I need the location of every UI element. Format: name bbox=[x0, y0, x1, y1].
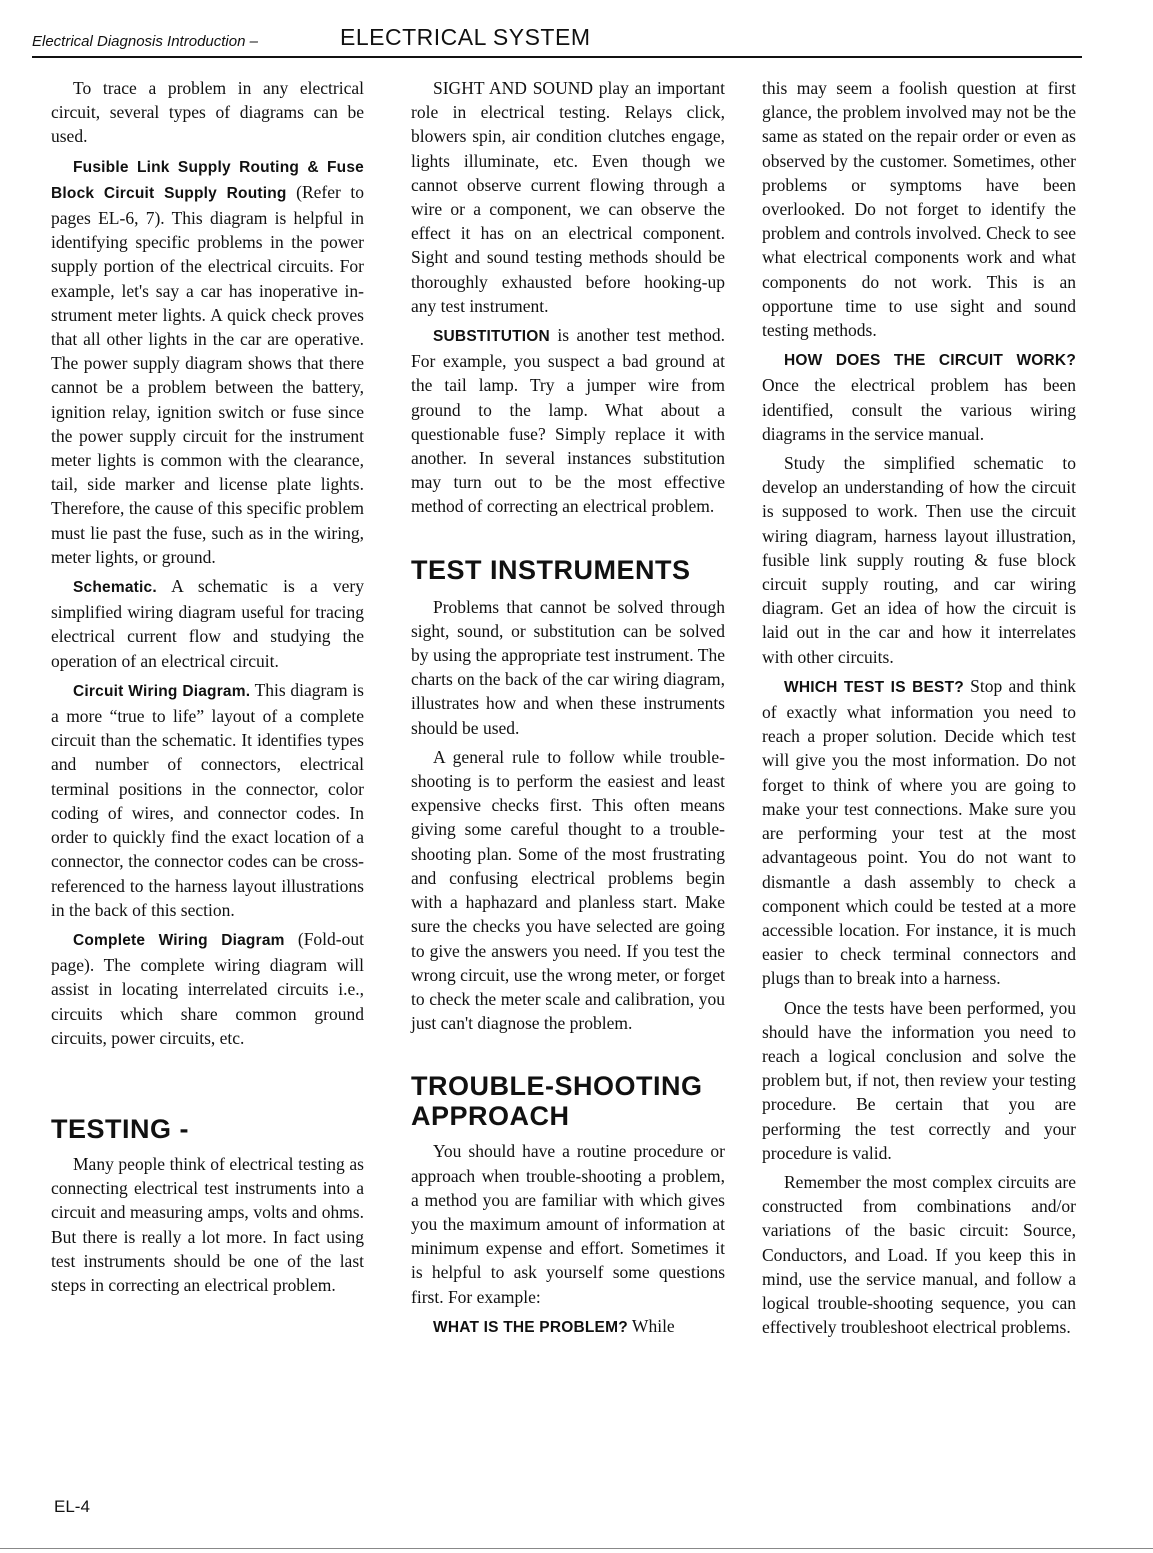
circuit-wiring-diagram-paragraph bbox=[51, 678, 364, 922]
study-schematic-paragraph: Study the simplified schematic to develop an understanding of how the circuit is supposed to work. Then use the circuit wiring diagram, harness layout illustration, fusible link supply routing & fuse block circuit supply routing, and car wiring diagram. Get an idea of how the circuit is laid out in the car and how it interrelates with other circuits. bbox=[762, 453, 1076, 667]
sight-and-sound-paragraph: SIGHT AND SOUND play an important role in electrical testing. Relays click, blowers spin, air condition clutches engage, lights illuminate, etc. Even though we cannot observe current flowing through a wire or a component, we can observe the effect it has on an electrical component. Sight and sound testing methods should be thoroughly exhausted before hooking-up any test instrument. bbox=[411, 78, 725, 316]
how-does-circuit-work-text: Once the electrical problem has been identified, consult the various wiring diagrams in the service manual. bbox=[762, 375, 1076, 444]
which-test-is-best-text: Stop and think of exactly what information you need to reach a proper solution. Decide which test will give you the most information. Do not forget to think of where you are going to make your test connections. Make sure you are performing your test at the most advantageous point. You do not want to dismantle a dash assembly to check a component which could be tested at a more accessible location. For instance, it is much easier to check terminal connectors and plugs than to break into a harness. bbox=[762, 675, 1076, 989]
test-instruments-heading: TEST INSTRUMENTS bbox=[411, 554, 691, 585]
substitution-run-in-heading: SUBSTITUTION bbox=[433, 328, 550, 346]
bottom-rule bbox=[0, 1548, 1153, 1549]
what-is-the-problem-paragraph bbox=[411, 1314, 725, 1340]
which-test-is-best-run-in-heading: WHICH TEST IS BEST? bbox=[784, 678, 964, 696]
complete-wiring-diagram-paragraph bbox=[51, 927, 364, 1050]
what-is-the-problem-run-in-heading: WHAT IS THE PROBLEM? bbox=[433, 1318, 628, 1336]
schematic-run-in-heading: Schematic. bbox=[73, 579, 157, 597]
what-is-the-problem-continued: this may seem a foolish question at first glance, the problem involved may not be the same as stated on the repair order or even as observed by the customer. Sometimes, other problems or symptoms have been overlooked. Do not forget to identify the problem and controls involved. Check to see what electrical components work and what components do not work. This is an opportune time to use sight and sound testing methods. bbox=[762, 78, 1076, 341]
what-is-the-problem-text: While bbox=[627, 1315, 675, 1336]
testing-paragraph: Many people think of electrical testing as connecting electrical test instruments into a circuit and measuring amps, volts and ohms. But there is really a lot more. In fact using test instruments should be one of the last steps in correcting an electrical problem. bbox=[51, 1153, 364, 1295]
circuit-wiring-diagram-text: This diagram is a more “true to life” layout of a complete circuit than the schematic. It identifies types and number of connectors, electrical terminal positions in the connector, color coding of wires, and connector codes. In order to quickly find the exact location of a connector, the connector codes can be cross-referenced to the harness layout illustrations in the back of this section. bbox=[51, 679, 364, 920]
complete-wiring-diagram-text: (Fold-out page). The complete wiring diagram will assist in locating interrelated circuits i.e., circuits which share common ground circuits, power circuits, etc. bbox=[51, 928, 364, 1048]
schematic-paragraph bbox=[51, 574, 364, 673]
intro-paragraph: To trace a problem in any electrical circuit, several types of diagrams can be used. bbox=[51, 78, 364, 147]
column-3 bbox=[762, 76, 1076, 1344]
test-instruments-paragraph-2: A general rule to follow while trouble-shooting is to perform the easiest and least expensive checks first. This often means giving some careful thought to a trouble-shooting plan. Some of the most frustrating and confusing electrical problems begin with a haphazard and planless start. Make sure the checks you have selected are going to give the answers you need. If you test the wrong circuit, use the wrong meter, or forget to check the meter scale and calibration, you just can't diagnose the problem. bbox=[411, 746, 725, 1034]
fusible-link-text: (Refer to pages EL-6, 7). This diagram is helpful in identifying specific problems in the power supply portion of the electrical circuits. For example, let's say a car has inoperative instrument meter lights. A quick check proves that all other lights in the car are operative. The power supply diagram shows that there cannot be a problem between the battery, ignition relay, ignition switch or fuse since the power supply circuit for the instrument meter lights is common with the clearance, tail, side marker and license plate lights. Therefore, the cause of this specific problem must lie past the fuse, such as in the wiring, meter lights, or ground. bbox=[51, 181, 364, 567]
page-header bbox=[32, 22, 1082, 58]
substitution-text: is another test method. For example, you suspect a bad ground at the tail lamp. Try a jumper wire from ground to the lamp. What about a questionable fuse? Simply replace it with another. In several instances substitution may turn out to be the most effective method of correcting an electrical problem. bbox=[411, 325, 725, 517]
column-2 bbox=[411, 76, 725, 1345]
how-does-circuit-work-paragraph bbox=[762, 347, 1076, 446]
test-instruments-paragraph-1: Problems that cannot be solved through sight, sound, or substitution can be solved by using the appropriate test instrument. The charts on the back of the car wiring diagram, illustrates how and when these instruments should be used. bbox=[411, 596, 725, 738]
how-does-circuit-work-run-in-heading: HOW DOES THE CIRCUIT WORK? bbox=[784, 352, 1076, 370]
complete-wiring-diagram-run-in-heading: Complete Wiring Diagram bbox=[73, 931, 285, 949]
once-tests-performed-paragraph: Once the tests have been performed, you should have the information you need to reach a logical conclusion and solve the problem but, if not, then review your testing procedure. Be certain that you are performing the test correctly and your procedure is valid. bbox=[762, 997, 1076, 1163]
trouble-shooting-approach-heading: TROUBLE-SHOOTING APPROACH bbox=[411, 1071, 703, 1132]
remember-paragraph: Remember the most complex circuits are constructed from combinations and/or variations of the basic circuit: Source, Conductors, and Load. If you keep this in mind, use the service manual, and follow a logical trouble-shooting sequence, you can effectively troubleshoot electrical problems. bbox=[762, 1171, 1076, 1338]
trouble-shooting-paragraph: You should have a routine procedure or approach when trouble-shooting a problem, a method you are familiar with which gives you the maximum amount of information at minimum expense and effort. Sometimes it is helpful to ask yourself some questions first. For example: bbox=[411, 1141, 725, 1307]
schematic-text: A schematic is a very simplified wiring diagram useful for tracing electrical current flow and studying the operation of an electrical circuit. bbox=[51, 576, 364, 671]
which-test-is-best-paragraph bbox=[762, 674, 1076, 991]
circuit-wiring-diagram-run-in-heading: Circuit Wiring Diagram. bbox=[73, 682, 251, 700]
fusible-link-paragraph bbox=[51, 154, 364, 569]
column-1 bbox=[51, 76, 364, 1302]
header-title: ELECTRICAL SYSTEM bbox=[340, 24, 591, 50]
page-number: EL-4 bbox=[54, 1497, 90, 1516]
fusible-link-run-in-heading: Fusible Link Supply Routing & Fuse Block Circuit Supply Routing bbox=[51, 158, 364, 202]
testing-heading: TESTING - bbox=[51, 1113, 189, 1144]
substitution-paragraph bbox=[411, 323, 725, 519]
header-subtitle: Electrical Diagnosis Introduction – bbox=[32, 33, 258, 50]
